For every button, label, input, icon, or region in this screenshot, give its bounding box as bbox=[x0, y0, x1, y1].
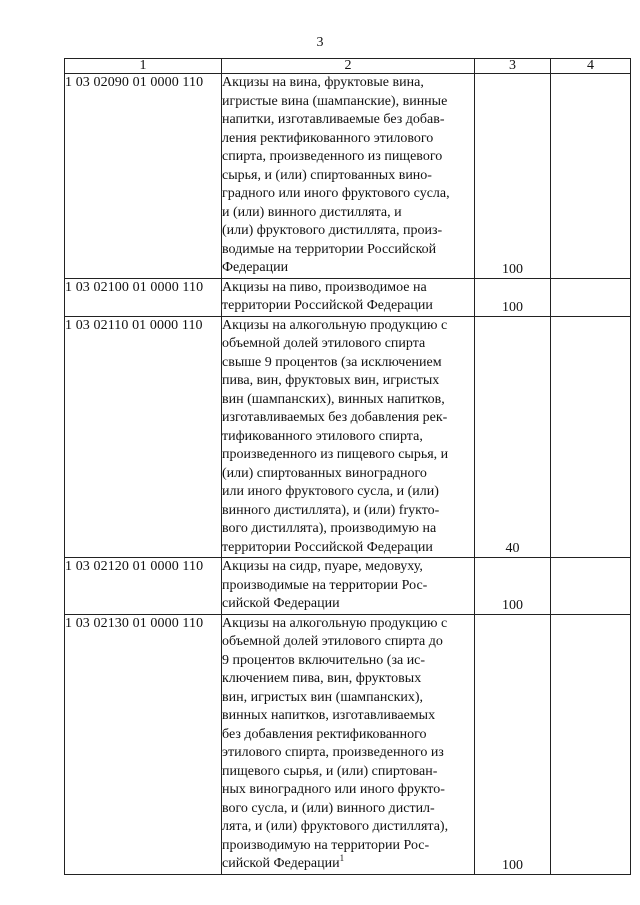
description-line: сийской Федерации bbox=[222, 856, 340, 871]
column-4-cell bbox=[551, 614, 631, 874]
description-line: тификованного этилового спирта, bbox=[222, 428, 423, 444]
table-row bbox=[65, 278, 631, 316]
description-line: 9 процентов включительно (за ис- bbox=[222, 652, 426, 668]
header-col-1: 1 bbox=[65, 59, 222, 74]
revenue-description bbox=[222, 278, 475, 316]
revenue-description bbox=[222, 614, 475, 874]
description-line: сырья, и (или) спиртованных вино- bbox=[222, 167, 432, 183]
description-line: (или) спиртованных виноградного bbox=[222, 465, 427, 481]
header-col-4: 4 bbox=[551, 59, 631, 74]
header-col-2: 2 bbox=[222, 59, 475, 74]
table-row bbox=[65, 316, 631, 558]
description-line: ных виноградного или иного фрукто- bbox=[222, 782, 445, 797]
column-4-cell bbox=[551, 316, 631, 558]
description-line: без добавления ректификованного bbox=[222, 726, 427, 742]
description-line: изготавливаемых без добавления рек- bbox=[222, 410, 448, 425]
description-line: производимую на территории Рос- bbox=[222, 837, 430, 853]
description-line: ключением пива, вин, фруктовых bbox=[222, 671, 422, 686]
description-line: произведенного из пищевого сырья, и bbox=[222, 447, 449, 462]
budget-classification-code: 1 03 02100 01 0000 110 bbox=[65, 278, 222, 316]
description-line: игристые вина (шампанские), винные bbox=[222, 93, 448, 109]
description-line: винных напитков, изготавливаемых bbox=[222, 708, 436, 723]
rate-value: 100 bbox=[502, 597, 523, 613]
description-line: территории Российской Федерации bbox=[222, 539, 433, 555]
rate-cell bbox=[475, 558, 551, 615]
column-4-cell bbox=[551, 74, 631, 279]
description-line: спирта, произведенного из пищевого bbox=[222, 149, 443, 164]
header-row bbox=[65, 59, 631, 74]
description-line: водимые на территории Российской bbox=[222, 241, 437, 257]
description-line: лята, и (или) фруктового дистиллята), bbox=[222, 819, 449, 834]
description-line: пива, вин, фруктовых вин, игристых bbox=[222, 373, 440, 388]
description-line: напитки, изготавливаемые без добав- bbox=[222, 112, 445, 127]
budget-classification-code: 1 03 02130 01 0000 110 bbox=[65, 614, 222, 874]
rate-cell bbox=[475, 614, 551, 874]
revenue-description bbox=[222, 558, 475, 615]
description-line: винного дистиллята), и (или) frукто- bbox=[222, 502, 440, 518]
rate-value: 40 bbox=[505, 541, 520, 556]
description-line: объемной долей этилового спирта до bbox=[222, 634, 443, 649]
description-line: вого дистиллята), производимую на bbox=[222, 521, 437, 536]
rate-cell bbox=[475, 74, 551, 279]
description-line: пищевого сырья, и (или) спиртован- bbox=[222, 763, 438, 779]
description-line: вого сусла, и (или) винного дистил- bbox=[222, 800, 435, 816]
description-line: Акцизы на алкогольную продукцию с bbox=[222, 615, 448, 631]
budget-classification-code: 1 03 02110 01 0000 110 bbox=[65, 316, 222, 558]
rate-cell bbox=[475, 316, 551, 558]
footnote-mark: 1 bbox=[339, 853, 345, 863]
column-4-cell bbox=[551, 278, 631, 316]
description-line: или иного фруктового сусла, и (или) bbox=[222, 484, 439, 499]
description-line: Акцизы на алкогольную продукцию с bbox=[222, 317, 448, 333]
revenue-description bbox=[222, 316, 475, 558]
table-row bbox=[65, 614, 631, 874]
description-line: территории Российской Федерации bbox=[222, 298, 433, 313]
description-line: свыше 9 процентов (за исключением bbox=[222, 354, 442, 370]
table-row bbox=[65, 74, 631, 279]
rate-value: 100 bbox=[502, 857, 523, 873]
rate-cell bbox=[475, 278, 551, 316]
description-line: объемной долей этилового спирта bbox=[222, 336, 426, 351]
description-line: ления ректификованного этилового bbox=[222, 130, 434, 146]
description-line: вин (шампанских), винных напитков, bbox=[222, 391, 445, 407]
description-line: Акцизы на сидр, пуаре, медовуху, bbox=[222, 559, 423, 574]
rate-value: 100 bbox=[502, 299, 523, 315]
table-row bbox=[65, 558, 631, 615]
excise-table bbox=[64, 58, 631, 875]
page-number: 3 bbox=[316, 35, 324, 50]
description-line: производимые на территории Рос- bbox=[222, 577, 428, 593]
rate-value: 100 bbox=[502, 261, 523, 277]
description-line: Акцизы на пиво, производимое на bbox=[222, 279, 427, 295]
description-line: и (или) винного дистиллята, и bbox=[222, 204, 402, 220]
description-line: Акцизы на вина, фруктовые вина, bbox=[222, 75, 424, 90]
budget-classification-code: 1 03 02120 01 0000 110 bbox=[65, 558, 222, 615]
description-line: градного или иного фруктового сусла, bbox=[222, 186, 450, 201]
description-line: этилового спирта, произведенного из bbox=[222, 745, 444, 760]
budget-classification-code: 1 03 02090 01 0000 110 bbox=[65, 74, 222, 279]
description-line: вин, игристых вин (шампанских), bbox=[222, 689, 424, 705]
column-4-cell bbox=[551, 558, 631, 615]
header-col-3: 3 bbox=[475, 59, 551, 74]
description-line: сийской Федерации bbox=[222, 596, 340, 611]
description-line: Федерации bbox=[222, 260, 289, 275]
description-line: (или) фруктового дистиллята, произ- bbox=[222, 223, 443, 238]
revenue-description bbox=[222, 74, 475, 279]
